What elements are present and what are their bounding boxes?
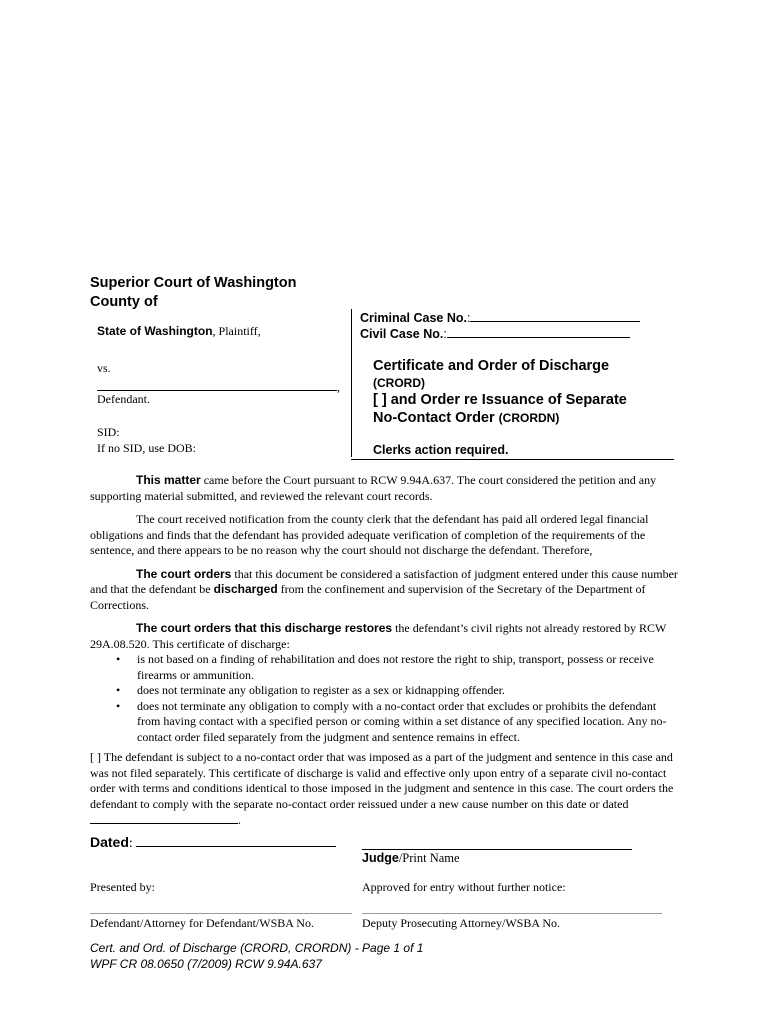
list-item: • does not terminate any obligation to comply with a no-contact order that excludes or prohibits the defendant from having contact with a specified person or coming within a set distance of any specified location. Any no-contact order filed separately from the judgment and sentence remains in effect.: [116, 698, 667, 744]
defendant-signature-line[interactable]: [90, 913, 352, 914]
criminal-case-field[interactable]: [470, 309, 640, 322]
paragraph-notification: The court received notification from the county clerk that the defendant has paid all ordered legal financial obligations and finds that the defendant has provided adequate verification of completion of the requirements of the sentence, and there appears to be no reason why the court should not discharge the defendant. Therefore,: [90, 512, 649, 557]
plaintiff-name: State of Washington: [97, 324, 213, 338]
county-label: County of: [90, 294, 158, 310]
crordn-code: (CRORDN): [498, 411, 560, 425]
discharge-limits-list: [90, 652, 680, 745]
plaintiff-line: [97, 324, 261, 339]
vs-label: vs.: [97, 361, 111, 375]
paragraph-this-matter: This matter came before the Court pursuant to RCW 9.94A.637. The court considered the petition and any supporting material submitted, and reviewed the relevant court records.: [90, 473, 657, 503]
dated-line: Dated:: [90, 834, 336, 852]
judge-label: Judge/Print Name: [362, 851, 460, 865]
footer-title: Cert. and Ord. of Discharge (CRORD, CRORDN) - Page 1 of 1: [90, 941, 424, 955]
list-item: • is not based on a finding of rehabilitation and does not restore the right to ship, transport, possess or receive firearms or ammunition.: [116, 652, 654, 682]
civil-case-field[interactable]: [447, 325, 630, 338]
footer-form-number: WPF CR 08.0650 (7/2009) RCW 9.94A.637: [90, 957, 322, 971]
defendant-attorney-label: Defendant/Attorney for Defendant/WSBA No.: [90, 916, 314, 930]
criminal-case-label: Criminal Case No.: [360, 311, 467, 325]
bullet-icon: •: [116, 698, 121, 713]
criminal-case-line: Criminal Case No.:: [360, 309, 640, 325]
caption-vertical-rule: [351, 309, 352, 457]
presented-by-label: Presented by:: [90, 880, 155, 894]
page-footer: [90, 940, 423, 972]
sid-label: SID:: [97, 425, 120, 439]
court-heading: [90, 274, 296, 312]
paragraph-no-contact: [ ] The defendant is subject to a no-contact order that was imposed as a part of the judgment and sentence in this case and was not filed separately. This certificate of discharge is valid and effective only upon entry of a separate civil no-contact order with terms and conditions identical to those imposed in the judgment and sentence in this case. The court orders the defendant to comply with the separate no-contact order reissued under a new cause number on this date or dated .: [90, 750, 674, 827]
civil-case-line: Civil Case No.:: [360, 325, 630, 341]
dated-field[interactable]: [136, 834, 336, 847]
dated-no-contact-field[interactable]: [90, 812, 238, 824]
defendant-comma: ,: [337, 380, 340, 394]
order-body: [90, 473, 680, 829]
judge-signature-line[interactable]: [362, 849, 632, 850]
defendant-label: Defendant.: [97, 392, 150, 406]
deputy-prosecutor-label: Deputy Prosecuting Attorney/WSBA No.: [362, 916, 560, 930]
bullet-icon: •: [116, 683, 121, 697]
paragraph-restores: The court orders that this discharge restores the defendant’s civil rights not already restored by RCW 29A.08.520. This certificate of discharge:: [90, 621, 667, 651]
caption-horizontal-rule: [351, 459, 674, 460]
prosecutor-signature-line[interactable]: [362, 913, 662, 914]
list-item: • does not terminate any obligation to register as a sex or kidnapping offender.: [116, 683, 506, 697]
reissue-title-line1: [ ] and Order re Issuance of Separate: [373, 392, 627, 408]
reissue-title-line2: No-Contact Order (CRORDN): [373, 410, 560, 426]
approved-label: Approved for entry without further notice:: [362, 880, 566, 894]
civil-case-label: Civil Case No.: [360, 327, 444, 341]
paragraph-court-orders: The court orders that this document be considered a satisfaction of judgment entered under this cause number and that the defendant be discharged from the confinement and supervision of the Secretary of the Department of Corrections.: [90, 566, 678, 612]
crord-code: (CRORD): [373, 376, 425, 390]
defendant-name-blank[interactable]: [97, 376, 337, 391]
bullet-icon: •: [116, 652, 121, 666]
no-sid-label: If no SID, use DOB:: [97, 441, 196, 455]
court-name: Superior Court of Washington: [90, 275, 297, 291]
certificate-title: Certificate and Order of Discharge: [373, 358, 610, 374]
dated-label: Dated: [90, 834, 129, 850]
plaintiff-role: , Plaintiff,: [212, 324, 261, 338]
clerks-action: Clerks action required.: [373, 443, 509, 457]
